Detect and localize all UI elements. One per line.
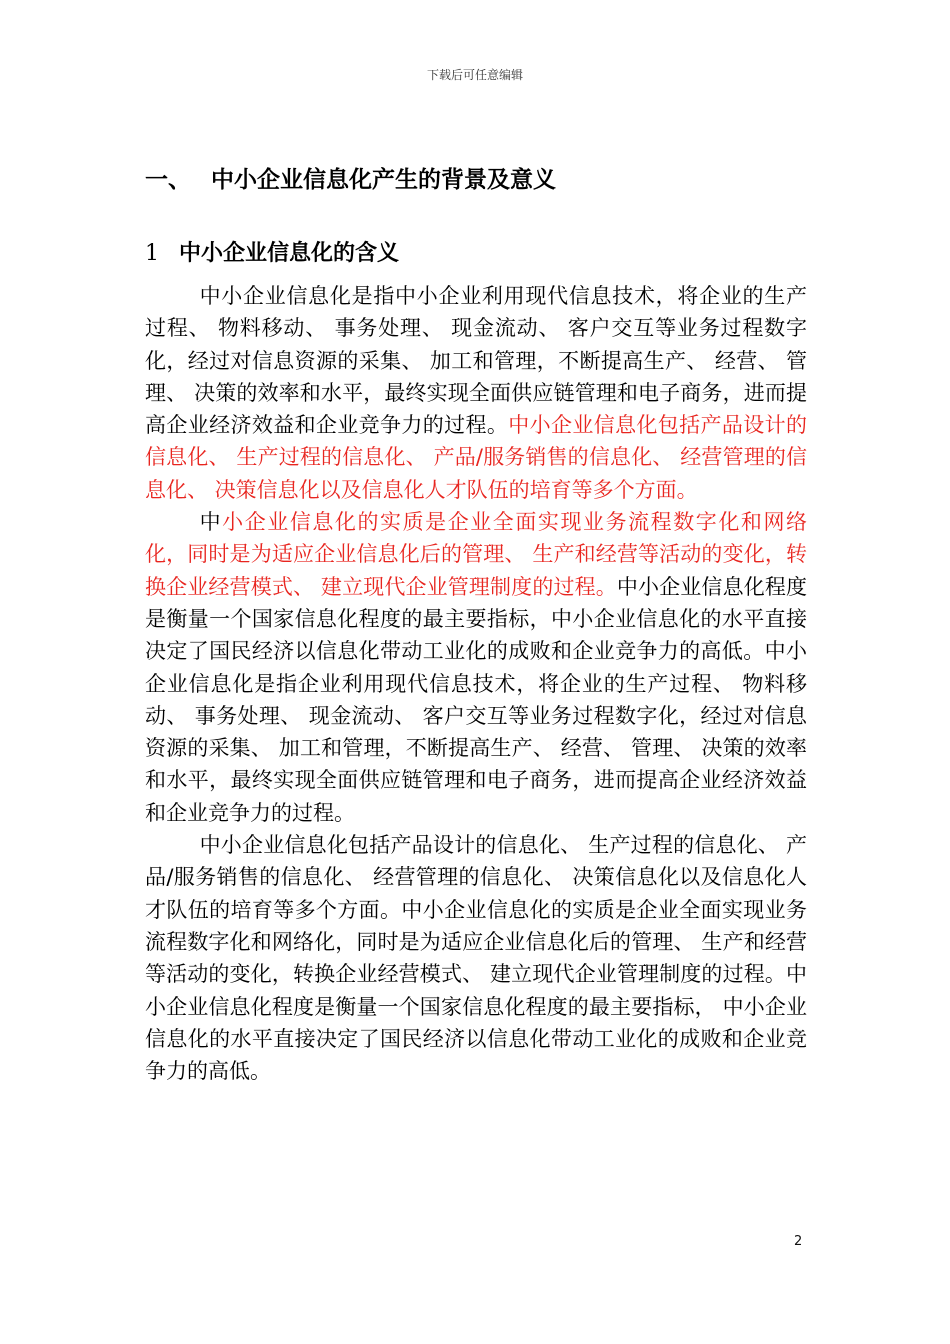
paragraph-3-text: 中小企业信息化包括产品设计的信息化、 生产过程的信息化、 产品/服务销售的信息化、 经营管理的信息化、 决策信息化以及信息化人才队伍的培育等多个方面。中小企业信息化的实质是企业全面实现业务流程数字化和网络化，同时是为适应企业信息化后的管理、 生产和经营等活动的变化，转换企业经营模式、 建立现代企业管理制度的过程。中小企业信息化程度是衡量一个国家信息化程度的最主要指标， 中小企业信息化的水平直接决定了国民经济以信息化带动工业化的成败和企业竞争力的高低。	[145, 833, 807, 1084]
document-body	[145, 160, 807, 1087]
paragraph-1-text: 中小企业信息化是指中小企业利用现代信息技术，将企业的生产过程、 物料移动、 事务处理、 现金流动、 客户交互等业务过程数字化，经过对信息资源的采集、 加工和管理，不断提高生产、 经营、 管理、 决策的效率和水平，最终实现全面供应链管理和电子商务，进而提高企业经济效益和企业竞争力的过程。	[145, 284, 807, 438]
section-number: 一、	[145, 167, 191, 193]
page-header-note: 下载后可任意编辑	[426, 68, 523, 82]
paragraph-1-highlight: 中小企业信息化包括产品设计的信息化、 生产过程的信息化、 产品/服务销售的信息化、 经营管理的信息化、 决策信息化以及信息化人才队伍的培育等多个方面。	[145, 413, 807, 502]
paragraph-2-highlight: 小企业信息化的实质是企业全面实现业务流程数字化和网络化，同时是为适应企业信息化后的管理、 生产和经营等活动的变化，转换企业经营模式、 建立现代企业管理制度的过程。	[145, 510, 808, 599]
section-heading	[145, 160, 807, 200]
paragraph-2-lead: 中	[199, 510, 223, 535]
paragraph-2-text: 中小企业信息化程度是衡量一个国家信息化程度的最主要指标，中小企业信息化的水平直接决定了国民经济以信息化带动工业化的成败和企业竞争力的高低。中小企业信息化是指企业利用现代信息技术，将企业的生产过程、 物料移动、 事务处理、 现金流动、 客户交互等业务过程数字化，经过对信息资源的采集、 加工和管理，不断提高生产、 经营、 管理、 决策的效率和水平，最终实现全面供应链管理和电子商务，进而提高企业经济效益和企业竞争力的过程。	[145, 574, 807, 825]
subsection-heading	[145, 234, 807, 274]
paragraph-2	[145, 506, 807, 829]
subsection-number: 1	[145, 241, 159, 266]
paragraph-3	[145, 829, 807, 1087]
subsection-title: 中小企业信息化的含义	[179, 241, 400, 266]
paragraph-1	[145, 280, 807, 506]
section-title: 中小企业信息化产生的背景及意义	[211, 167, 556, 193]
page-number: 2	[794, 1234, 803, 1249]
